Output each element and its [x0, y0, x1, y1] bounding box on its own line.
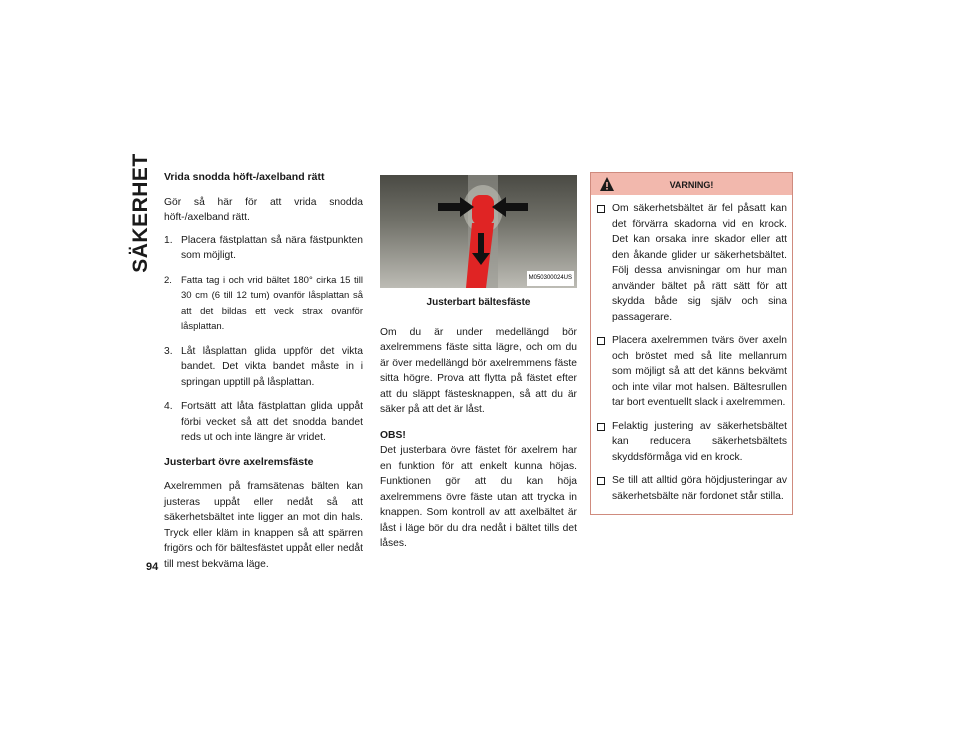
figure-caption: Justerbart bältesfäste: [426, 297, 531, 308]
step-number: 1.: [164, 234, 173, 246]
column-left: [164, 170, 363, 579]
warning-title: VARNING!: [669, 180, 714, 190]
list-item: [164, 273, 363, 335]
belt-anchor-photo: [380, 175, 577, 288]
step-text: Fatta tag i och vrid bältet 180° cirka 15 till 30 cm (6 till 12 tum) ovanför låsplattan så att det bildas ett veck strax ovanför låsplattan.: [181, 274, 363, 332]
steps-list: [164, 233, 363, 446]
list-item: [164, 233, 363, 264]
section-tab: [126, 153, 156, 273]
list-item: [597, 419, 787, 466]
warning-text: Placera axelremmen tvärs över axeln och bröstet med så lite mellanrum som möjligt så att det känns bekvämt och inte vilar mot halsen. Bältesrullen tar bort eventuellt slack i axelremmen.: [612, 335, 787, 408]
bullet-square-icon: [597, 423, 605, 431]
warning-text: Felaktig justering av säkerhetsbältet kan reducera säkerhetsbältets skyddsförmåga vid en krock.: [612, 420, 787, 463]
note-text: Det justerbara övre fästet för axelrem har en funktion för att enkelt kunna höjas. Funktionen gör att du kan höja axelremmens övre fäste utan att trycka in knappen. Som kontroll av att axelbältet är låst i läge bör du dra nedåt i bältet tills det låses.: [380, 445, 577, 549]
step-text: Låt låsplattan glida uppför det vikta bandet. Det vikta bandet måste in i springan upptill på låsplattan.: [181, 345, 363, 388]
list-item: [597, 201, 787, 325]
heading-twisted-belt: Vrida snodda höft-/axelband rätt: [164, 171, 325, 183]
list-item: [597, 473, 787, 504]
step-number: 2.: [164, 274, 172, 286]
image-code: M050300024US: [527, 271, 574, 287]
warning-box: [590, 172, 793, 515]
section-tab-label: SÄKERHET: [129, 153, 152, 273]
warning-text: Om säkerhetsbältet är fel påsatt kan det förvärra skadorna vid en krock. Det kan orsaka inre skador eller att den åkande glider ur säkerhetsbältet. Följ dessa anvisningar om hur man använder bältet på rätt sätt för att skydda både sig själv och sina passagerare.: [612, 203, 787, 323]
height-paragraph: Om du är under medellängd bör axelremmens fäste sitta lägre, och om du är över medellängd bör axelremmens fäste sitta högre. Prova att flytta på fästet efter att du släppt fästesknappen, så att du är säker på att det är låst.: [380, 326, 577, 415]
warning-list: [591, 195, 792, 514]
list-item: [597, 333, 787, 411]
note-title: OBS!: [380, 429, 406, 441]
list-item: [164, 344, 363, 391]
column-right: [590, 172, 793, 515]
step-number: 4.: [164, 401, 173, 412]
step-text: Placera fästplattan så nära fästpunkten som möjligt.: [181, 234, 363, 261]
warning-header: [591, 173, 792, 195]
column-middle: [380, 175, 577, 559]
step-number: 3.: [164, 345, 173, 357]
heading-adjustable-anchor: Justerbart övre axelremsfäste: [164, 455, 314, 468]
step-text: Fortsätt att låta fästplattan glida uppåt förbi vecket så att det snodda bandet reds ut och inte längre är vridet.: [181, 401, 363, 443]
intro-text: Gör så här för att vrida snodda höft-/axelband rätt.: [164, 196, 363, 223]
list-item: [164, 399, 363, 446]
bullet-square-icon: [597, 337, 605, 345]
bullet-square-icon: [597, 205, 605, 213]
page-number: 94: [146, 561, 159, 573]
bullet-square-icon: [597, 477, 605, 485]
anchor-paragraph: Axelremmen på framsätenas bälten kan justeras uppåt eller nedåt så att säkerhetsbältet inte ligger an mot din hals. Tryck eller kläm in knappen så att spärren frigörs och för bältesfästet uppåt eller nedåt till mest bekväma läge.: [164, 481, 363, 570]
warning-text: Se till att alltid göra höjdjusteringar av säkerhetsbälte när fordonet står stilla.: [612, 475, 787, 502]
